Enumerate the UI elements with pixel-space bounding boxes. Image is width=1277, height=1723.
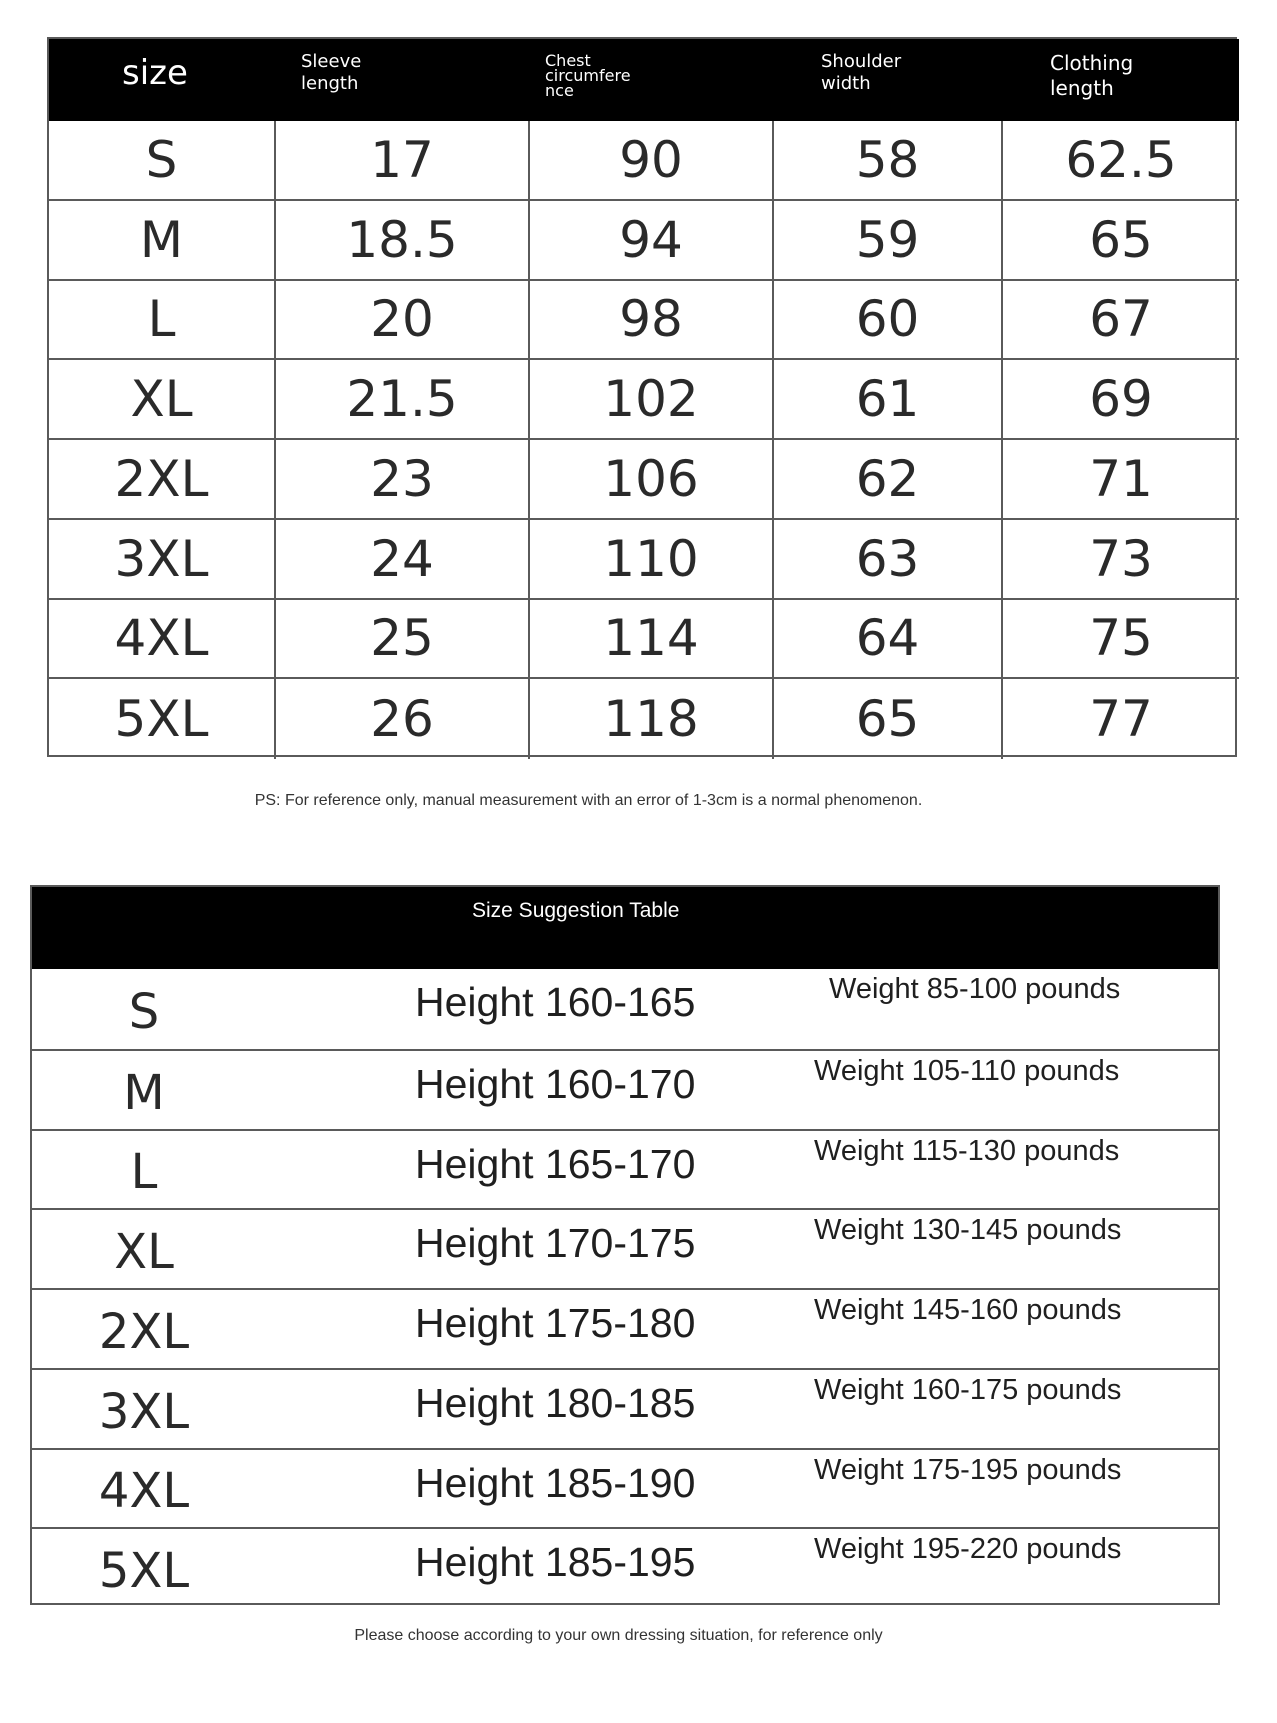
cell-chest: 94 (530, 201, 774, 281)
suggestion-size: 4XL (98, 1463, 190, 1520)
suggestion-title: Size Suggestion Table (472, 899, 680, 922)
cell-chest: 110 (530, 520, 774, 600)
cell-shoulder: 65 (774, 679, 1003, 759)
header-size-label: size (122, 53, 188, 93)
suggestion-note (0, 1627, 1277, 1645)
cell-shoulder: 64 (774, 600, 1003, 680)
cell-size: 4XL (49, 600, 276, 680)
suggestion-size: 5XL (98, 1543, 190, 1600)
cell-size: 5XL (49, 679, 276, 759)
header-clothing-length (1003, 39, 1239, 121)
cell-chest: 118 (530, 679, 774, 759)
cell-length: 69 (1003, 360, 1239, 440)
cell-size: S (49, 121, 276, 201)
header-shoulder-line2: width (821, 73, 871, 94)
suggestion-height: Height 160-165 (415, 979, 696, 1025)
suggestion-row (32, 1368, 1218, 1448)
cell-shoulder: 59 (774, 201, 1003, 281)
cell-length: 71 (1003, 440, 1239, 520)
cell-length: 62.5 (1003, 121, 1239, 201)
suggestion-weight: Weight 85-100 pounds (829, 973, 1121, 1005)
cell-size: XL (49, 360, 276, 440)
cell-length: 75 (1003, 600, 1239, 680)
cell-sleeve: 20 (276, 281, 530, 361)
cell-size: 3XL (49, 520, 276, 600)
suggestion-size: M (123, 1064, 165, 1121)
suggestion-weight: Weight 160-175 pounds (814, 1373, 1122, 1406)
header-sleeve-line2: length (301, 73, 359, 94)
cell-chest: 102 (530, 360, 774, 440)
cell-chest: 114 (530, 600, 774, 680)
suggestion-size: L (130, 1144, 158, 1201)
cell-size: M (49, 201, 276, 281)
suggestion-header (32, 887, 1218, 969)
header-sleeve-line1: Sleeve (301, 51, 362, 72)
size-suggestion-table (30, 885, 1220, 1605)
suggestion-size: 2XL (98, 1303, 190, 1360)
suggestion-height: Height 160-170 (415, 1060, 696, 1107)
cell-length: 73 (1003, 520, 1239, 600)
suggestion-weight: Weight 175-195 pounds (814, 1453, 1122, 1486)
suggestion-height: Height 185-190 (415, 1459, 696, 1506)
suggestion-height: Height 180-185 (415, 1379, 696, 1426)
measurement-note (0, 792, 1277, 810)
measurement-table (47, 37, 1237, 757)
cell-size: L (49, 281, 276, 361)
suggestion-row (32, 1208, 1218, 1288)
suggestion-row (32, 969, 1218, 1049)
cell-shoulder: 58 (774, 121, 1003, 201)
suggestion-weight: Weight 115-130 pounds (814, 1134, 1120, 1167)
suggestion-height: Height 165-170 (415, 1140, 696, 1187)
header-size (49, 39, 276, 121)
header-sleeve-length (276, 39, 530, 121)
suggestion-weight: Weight 130-145 pounds (814, 1214, 1122, 1247)
cell-shoulder: 62 (774, 440, 1003, 520)
suggestion-note-text: Please choose according to your own dressing situation, for reference only (354, 1627, 883, 1644)
cell-chest: 98 (530, 281, 774, 361)
suggestion-rows (32, 969, 1218, 1607)
cell-size: 2XL (49, 440, 276, 520)
cell-chest: 106 (530, 440, 774, 520)
cell-sleeve: 23 (276, 440, 530, 520)
cell-shoulder: 61 (774, 360, 1003, 440)
cell-length: 77 (1089, 690, 1153, 749)
suggestion-row (32, 1049, 1218, 1129)
cell-sleeve: 24 (276, 520, 530, 600)
header-chest-line2: circumfere (545, 66, 631, 85)
cell-length: 67 (1003, 281, 1239, 361)
suggestion-height: Height 185-195 (415, 1539, 696, 1586)
suggestion-row (32, 1527, 1218, 1607)
cell-sleeve: 18.5 (276, 201, 530, 281)
suggestion-weight: Weight 145-160 pounds (814, 1294, 1122, 1326)
suggestion-row (32, 1129, 1218, 1209)
header-shoulder-line1: Shoulder (821, 51, 902, 72)
suggestion-size: S (128, 983, 160, 1040)
suggestion-row (32, 1448, 1218, 1528)
cell-shoulder: 60 (774, 281, 1003, 361)
cell-chest: 90 (530, 121, 774, 201)
header-chest-circumference (530, 39, 774, 121)
suggestion-weight: Weight 195-220 pounds (814, 1533, 1122, 1566)
suggestion-size: XL (114, 1224, 174, 1281)
header-chest-line1: Chest (545, 51, 591, 70)
suggestion-height: Height 170-175 (415, 1220, 696, 1267)
header-clothing-line2: length (1050, 76, 1114, 100)
cell-sleeve: 26 (276, 679, 530, 759)
cell-sleeve: 21.5 (276, 360, 530, 440)
cell-length: 65 (1003, 201, 1239, 281)
suggestion-size: 3XL (98, 1383, 190, 1440)
suggestion-height: Height 175-180 (415, 1300, 696, 1346)
cell-sleeve: 25 (276, 600, 530, 680)
measurement-note-text: PS: For reference only, manual measurement with an error of 1-3cm is a normal phenomenon. (254, 792, 923, 809)
suggestion-row (32, 1288, 1218, 1368)
header-chest-line3: nce (545, 81, 574, 100)
header-clothing-line1: Clothing (1050, 51, 1134, 75)
header-shoulder-width (774, 39, 1003, 121)
suggestion-weight: Weight 105-110 pounds (814, 1054, 1120, 1087)
cell-shoulder: 63 (774, 520, 1003, 600)
cell-sleeve: 17 (276, 121, 530, 201)
